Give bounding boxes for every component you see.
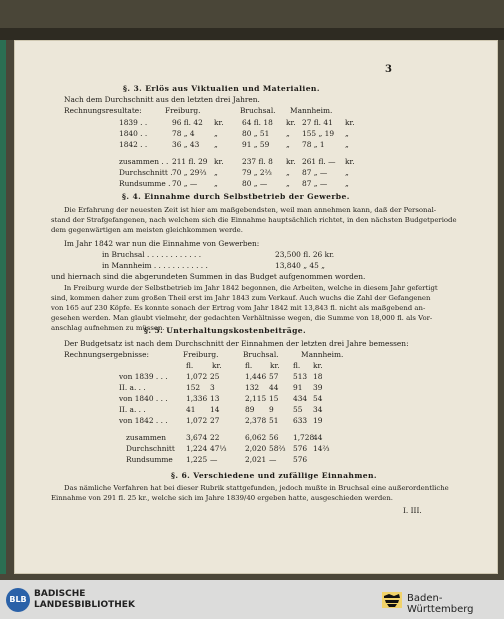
section-4-paragraph-line: Die Erfahrung der neuesten Zeit ist hier am maßgebendsten, weil man annehmen kann, daß der Personal-: [64, 206, 437, 214]
table-row-label: zusammen: [126, 433, 167, 442]
library-footer: [0, 580, 504, 619]
table-cell: 41: [186, 405, 196, 414]
table-cell: 261 fl. —: [302, 157, 336, 166]
table-cell: „: [345, 129, 349, 138]
table-cell: „: [286, 140, 290, 149]
table-cell: 132: [245, 383, 260, 392]
section-4-paragraph-line: gesehen werden. Man glaubt vielmehr, der gedachten Verhältnisse wegen, die Summe von 18,000 fl. als Vor-: [51, 314, 433, 322]
table-cell: 44: [313, 433, 323, 442]
unit-label: kr.: [313, 361, 323, 370]
table-cell: 78 „ 1: [302, 140, 325, 149]
table-cell: 47⅓: [210, 444, 227, 453]
table-cell: 1,728: [293, 433, 315, 442]
table-cell: 55: [293, 405, 303, 414]
unit-label: fl.: [186, 361, 194, 370]
table-cell: 25: [210, 372, 220, 381]
table-cell: 56: [269, 433, 279, 442]
book-edge: [0, 28, 504, 40]
unit-label: kr.: [212, 361, 222, 370]
table-cell: —: [210, 455, 218, 464]
table-cell: kr.: [345, 157, 355, 166]
table-cell: 2,115: [245, 394, 267, 403]
table-row-label: von 1840 . . .: [119, 394, 168, 403]
table-cell: 2,020: [245, 444, 267, 453]
section-3-heading: §. 3. Erlös aus Viktualien und Materialien.: [123, 84, 320, 93]
table-cell: 54: [313, 394, 323, 403]
table-cell: 18: [313, 372, 323, 381]
table-row-label: Rundsumme . .: [119, 179, 176, 188]
section-4-paragraph-line: sind, kommen daher zum großen Theil erst im Jahr 1843 zum Verkauf. Auch wuchs die Zahl der Gefangenen: [51, 294, 431, 302]
table-row-label: 1839 . .: [119, 118, 148, 127]
table-cell: 237 fl. 8: [242, 157, 273, 166]
table-row-label: von 1842 . . .: [119, 416, 168, 425]
table-cell: 19: [313, 416, 323, 425]
table-cell: kr.: [345, 118, 355, 127]
library-name-line-2: LANDESBIBLIOTHEK: [34, 600, 135, 610]
table-row-label: Durchschnitt .: [119, 168, 173, 177]
table-row-label: II. a. . .: [119, 383, 146, 392]
table-cell: 80 „ 51: [242, 129, 270, 138]
table-cell: 1,336: [186, 394, 208, 403]
table-cell: 89: [245, 405, 255, 414]
table-cell: 576: [293, 444, 308, 453]
table-cell: 155 „ 19: [302, 129, 335, 138]
table-row-label: Durchschnitt: [126, 444, 175, 453]
table-row-label: von 1839 . . .: [119, 372, 168, 381]
table-cell: 14⅔: [313, 444, 330, 453]
income-item-place: in Bruchsal . . . . . . . . . . . .: [102, 250, 202, 259]
table-row-label: 1840 . .: [119, 129, 148, 138]
table-cell: 152: [186, 383, 201, 392]
table-cell: 15: [269, 394, 279, 403]
section-4-paragraph-line: In Freiburg wurde der Selbstbetrieb im Jahr 1842 begonnen, die Arbeiten, welche in diesem Jahr gefertigt: [64, 284, 438, 292]
section-4-paragraph-line: stand der Strafgefangenen, nach welchem sich die Einnahme hauptsächlich richtet, in den nächsten Budgetperiode: [51, 216, 457, 224]
table-cell: 96 fl. 42: [172, 118, 203, 127]
table-cell: 1,225: [186, 455, 208, 464]
table-row-label: II. a. . .: [119, 405, 146, 414]
table-row-label: zusammen . .: [119, 157, 169, 166]
table-cell: kr.: [286, 118, 296, 127]
table-cell: 2,378: [245, 416, 267, 425]
section-6-paragraph-line: Das nämliche Verfahren hat bei dieser Rubrik stattgefunden, jedoch mußte in Bruchsal eine außerordentliche: [64, 484, 449, 492]
table-cell: „: [345, 168, 349, 177]
section-4-after-items: und hiernach sind die abgerundeten Summen in das Budget aufgenommen worden.: [51, 272, 366, 281]
signature-mark: I. III.: [403, 506, 422, 515]
table-cell: 22: [210, 433, 220, 442]
table-cell: 2,021: [245, 455, 267, 464]
table-cell: 633: [293, 416, 308, 425]
column-mannheim: Mannheim.: [290, 106, 333, 115]
section-4-paragraph-line: von 165 auf 230 Köpfe. Es konnte sonach der Ertrag vom Jahr 1842 mit 13,843 fl. nicht als maßgebend an-: [51, 304, 426, 312]
table-cell: „: [286, 129, 290, 138]
table-cell: 51: [269, 416, 279, 425]
library-name[interactable]: [34, 589, 135, 611]
section-4-year-line: Im Jahr 1842 war nun die Einnahme von Gewerben:: [64, 239, 260, 248]
table-cell: 513: [293, 372, 308, 381]
table-cell: 70 „ —: [172, 179, 198, 188]
section-6-paragraph-line: Einnahme von 291 fl. 25 kr., welche sich im Jahre 1839/40 ergeben hatte, ausgeschieden werden.: [51, 494, 393, 502]
column-label: Rechnungsresultate:: [64, 106, 142, 115]
income-item-amount: 23,500 fl. 26 kr.: [275, 250, 335, 259]
table-cell: 13: [210, 394, 220, 403]
table-cell: „: [286, 179, 290, 188]
column-bruchsal: Bruchsal.: [243, 350, 279, 359]
table-cell: 79 „ 2⅔: [242, 168, 272, 177]
table-cell: 57: [269, 372, 279, 381]
income-item-amount: 13,840 „ 45 „: [275, 261, 325, 270]
table-cell: „: [286, 168, 290, 177]
table-cell: „: [214, 179, 218, 188]
table-cell: 91 „ 59: [242, 140, 270, 149]
table-cell: 3,674: [186, 433, 208, 442]
table-cell: 9: [269, 405, 274, 414]
table-cell: kr.: [214, 157, 224, 166]
column-bruchsal: Bruchsal.: [240, 106, 276, 115]
table-row-label: 1842 . .: [119, 140, 148, 149]
table-cell: 34: [313, 405, 323, 414]
table-cell: 36 „ 43: [172, 140, 200, 149]
table-cell: 211 fl. 29: [172, 157, 208, 166]
table-cell: 70 „ 29⅔: [172, 168, 207, 177]
table-cell: 87 „ —: [302, 179, 328, 188]
table-cell: 434: [293, 394, 308, 403]
table-cell: 27: [210, 416, 220, 425]
table-cell: 78 „ 4: [172, 129, 195, 138]
table-cell: „: [345, 140, 349, 149]
table-cell: „: [214, 140, 218, 149]
column-label: Rechnungsergebnisse:: [64, 350, 149, 359]
unit-label: fl.: [245, 361, 253, 370]
table-cell: 91: [293, 383, 303, 392]
library-name-line-1: BADISCHE: [34, 589, 86, 599]
table-cell: 27 fl. 41: [302, 118, 333, 127]
table-cell: „: [345, 179, 349, 188]
table-cell: 87 „ —: [302, 168, 328, 177]
section-5-intro: Der Budgetsatz ist nach dem Durchschnitt der Einnahmen der letzten drei Jahre bemessen:: [64, 339, 409, 348]
section-3-intro: Nach dem Durchschnitt aus den letzten drei Jahren.: [64, 95, 260, 104]
section-6-heading: §. 6. Verschiedene und zufällige Einnahmen.: [171, 471, 377, 480]
unit-label: kr.: [270, 361, 280, 370]
table-cell: 1,072: [186, 372, 208, 381]
table-cell: 14: [210, 405, 220, 414]
section-4-paragraph-line: dem gegenwärtigen am meisten gleichkommen werde.: [51, 226, 243, 234]
table-cell: 44: [269, 383, 279, 392]
table-cell: „: [214, 129, 218, 138]
table-cell: „: [214, 168, 218, 177]
blb-logo-icon[interactable]: BLB: [6, 588, 30, 612]
table-cell: 1,224: [186, 444, 208, 453]
baden-wuerttemberg-crest-icon[interactable]: [381, 590, 403, 610]
income-item-place: in Mannheim . . . . . . . . . . . .: [102, 261, 208, 270]
table-cell: kr.: [214, 118, 224, 127]
table-cell: 6,062: [245, 433, 267, 442]
table-cell: 39: [313, 383, 323, 392]
unit-label: fl.: [293, 361, 301, 370]
table-cell: 1,446: [245, 372, 267, 381]
column-freiburg: Freiburg.: [165, 106, 201, 115]
column-mannheim: Mannheim.: [301, 350, 344, 359]
table-cell: kr.: [286, 157, 296, 166]
section-4-heading: §. 4. Einnahme durch Selbstbetrieb der Gewerbe.: [122, 192, 350, 201]
table-cell: 1,072: [186, 416, 208, 425]
page-number: 3: [385, 64, 392, 75]
table-cell: 576: [293, 455, 308, 464]
section-5-heading: §. 5. Unterhaltungskostenbeiträge.: [144, 326, 307, 335]
table-row-label: Rundsumme: [126, 455, 173, 464]
table-cell: 58⅔: [269, 444, 286, 453]
table-cell: 64 fl. 18: [242, 118, 273, 127]
cover-edge: [0, 40, 6, 574]
state-name[interactable]: Baden-Württemberg: [407, 593, 474, 615]
table-cell: —: [269, 455, 277, 464]
table-cell: 80 „ —: [242, 179, 268, 188]
section-4-paragraph-line: anschlag aufnehmen zu müssen.: [51, 324, 165, 332]
column-freiburg: Freiburg.: [183, 350, 219, 359]
table-cell: 3: [210, 383, 215, 392]
